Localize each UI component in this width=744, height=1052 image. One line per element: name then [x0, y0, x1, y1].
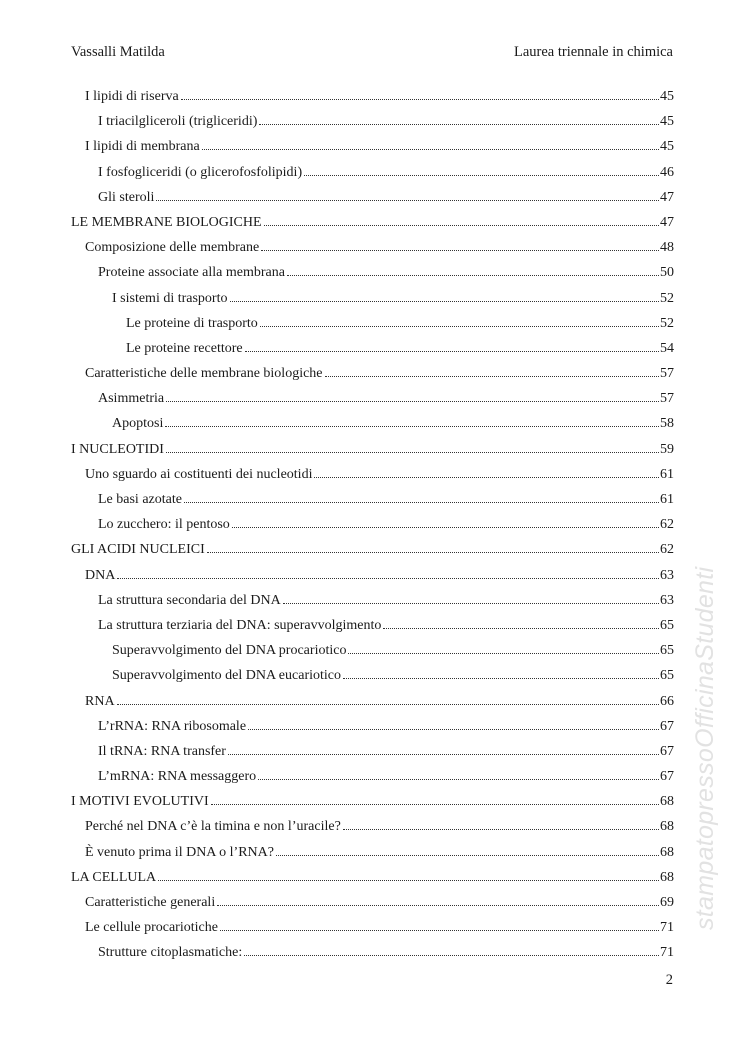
toc-entry-title: I fosfogliceridi (o glicerofosfolipidi): [98, 164, 303, 180]
dot-leader: [117, 692, 659, 705]
toc-entry-page: 54: [660, 340, 674, 356]
dot-leader: [232, 515, 659, 528]
toc-entry-page: 58: [660, 416, 674, 432]
dot-leader: [166, 389, 659, 402]
toc-entry[interactable]: [71, 792, 674, 817]
toc-entry[interactable]: [71, 339, 674, 364]
toc-entry[interactable]: [71, 213, 674, 238]
dot-leader: [181, 87, 659, 100]
toc-entry-page: 68: [660, 819, 674, 835]
toc-entry[interactable]: [71, 515, 674, 540]
toc-entry-page: 63: [660, 567, 674, 583]
toc-entry-title: GLI ACIDI NUCLEICI: [71, 542, 205, 558]
header-course: Laurea triennale in chimica: [513, 44, 673, 60]
toc-entry-page: 71: [660, 945, 674, 961]
dot-leader: [258, 767, 659, 780]
toc-entry[interactable]: [71, 188, 674, 213]
toc-entry-page: 50: [660, 265, 674, 281]
toc-entry[interactable]: [71, 918, 674, 943]
dot-leader: [383, 616, 659, 629]
toc-entry-page: 52: [660, 315, 674, 331]
dot-leader: [259, 112, 659, 125]
dot-leader: [207, 540, 659, 553]
toc-entry[interactable]: [71, 389, 674, 414]
dot-leader: [261, 238, 659, 251]
toc-entry-page: 65: [660, 617, 674, 633]
toc-entry-title: I MOTIVI EVOLUTIVI: [71, 794, 209, 810]
dot-leader: [343, 666, 659, 679]
page-number: 2: [665, 972, 673, 988]
toc-entry-page: 67: [660, 769, 674, 785]
toc-entry-title: I sistemi di trasporto: [112, 290, 228, 306]
toc-entry[interactable]: [71, 616, 674, 641]
toc-entry-title: Le basi azotate: [98, 492, 182, 507]
toc-entry[interactable]: [71, 364, 674, 389]
dot-leader: [245, 339, 659, 352]
toc-entry-title: Lo zucchero: il pentoso: [98, 517, 230, 533]
toc-entry-page: 57: [660, 366, 674, 382]
dot-leader: [348, 641, 659, 654]
toc-entry-title: La struttura terziaria del DNA: superavvolgimento: [98, 617, 382, 633]
toc-entry[interactable]: [71, 692, 674, 717]
dot-leader: [287, 263, 659, 276]
dot-leader: [304, 163, 659, 176]
toc-entry-page: 52: [660, 290, 674, 306]
dot-leader: [202, 137, 659, 150]
toc-entry-page: 67: [660, 743, 674, 759]
toc-entry[interactable]: [71, 943, 674, 968]
toc-entry-page: 68: [660, 844, 674, 860]
toc-entry-title: Caratteristiche generali: [85, 895, 216, 910]
toc-entry-page: 48: [660, 240, 674, 256]
toc-entry-title: I triacilgliceroli (trigliceridi): [98, 114, 258, 130]
toc-entry[interactable]: [71, 817, 674, 842]
toc-entry[interactable]: [71, 238, 674, 263]
dot-leader: [314, 465, 659, 478]
toc-entry[interactable]: [71, 263, 674, 288]
toc-entry-page: 47: [660, 189, 674, 205]
toc-entry-title: Gli steroli: [98, 189, 155, 205]
toc-entry-title: Le proteine recettore: [126, 340, 243, 356]
toc-entry[interactable]: [71, 566, 674, 591]
toc-entry-title: Strutture citoplasmatiche:: [98, 945, 243, 961]
toc-entry[interactable]: [71, 591, 674, 616]
table-of-contents: [71, 87, 674, 969]
toc-entry-page: 65: [660, 643, 674, 659]
toc-entry-page: 69: [660, 895, 674, 910]
toc-entry-page: 66: [660, 693, 674, 709]
toc-entry-page: 65: [660, 668, 674, 684]
toc-entry[interactable]: [71, 289, 674, 314]
toc-entry-title: Composizione delle membrane: [85, 240, 260, 256]
toc-entry[interactable]: [71, 314, 674, 339]
toc-entry-page: 61: [660, 492, 674, 507]
toc-entry-page: 59: [660, 441, 674, 457]
dot-leader: [217, 893, 659, 906]
toc-entry[interactable]: [71, 843, 674, 868]
toc-entry-title: Superavvolgimento del DNA procariotico: [112, 643, 347, 659]
toc-entry-page: 67: [660, 718, 674, 734]
toc-entry-page: 63: [660, 592, 674, 608]
dot-leader: [343, 817, 659, 830]
toc-entry[interactable]: [71, 414, 674, 439]
toc-entry-page: 57: [660, 391, 674, 407]
toc-entry-title: Uno sguardo ai costituenti dei nucleotidi: [85, 466, 313, 482]
toc-entry-page: 62: [660, 542, 674, 558]
dot-leader: [264, 213, 659, 226]
toc-entry[interactable]: [71, 742, 674, 767]
toc-entry[interactable]: [71, 641, 674, 666]
toc-entry-title: LE MEMBRANE BIOLOGICHE: [71, 214, 262, 230]
dot-leader: [117, 566, 659, 579]
toc-entry[interactable]: [71, 893, 674, 918]
toc-entry-title: Apoptosi: [112, 416, 164, 432]
toc-entry-title: Proteine associate alla membrana: [98, 265, 285, 281]
header-author: Vassalli Matilda: [71, 44, 165, 60]
toc-entry-page: 47: [660, 214, 674, 230]
toc-entry-title: DNA: [85, 567, 116, 583]
toc-entry-title: LA CELLULA: [71, 869, 157, 885]
toc-entry[interactable]: [71, 440, 674, 465]
toc-entry[interactable]: [71, 87, 674, 112]
toc-entry[interactable]: [71, 112, 674, 137]
dot-leader: [325, 364, 659, 377]
toc-entry-page: 62: [660, 517, 674, 533]
toc-entry-title: I NUCLEOTIDI: [71, 441, 164, 457]
toc-entry-title: Perché nel DNA c’è la timina e non l’uracile?: [85, 819, 341, 835]
dot-leader: [166, 440, 659, 453]
toc-entry[interactable]: [71, 137, 674, 162]
dot-leader: [276, 843, 659, 856]
dot-leader: [220, 918, 659, 931]
dot-leader: [156, 188, 659, 201]
toc-entry-page: 68: [660, 794, 674, 810]
toc-entry[interactable]: [71, 717, 674, 742]
toc-entry-title: I lipidi di riserva: [85, 89, 179, 104]
toc-entry-title: Le proteine di trasporto: [126, 315, 258, 331]
dot-leader: [244, 943, 659, 956]
toc-entry-title: RNA: [85, 693, 115, 709]
toc-entry-page: 45: [660, 89, 674, 104]
dot-leader: [228, 742, 659, 755]
dot-leader: [184, 490, 659, 503]
dot-leader: [211, 792, 659, 805]
toc-entry[interactable]: [71, 666, 674, 691]
toc-entry-title: L’mRNA: RNA messaggero: [98, 769, 257, 785]
dot-leader: [158, 868, 659, 881]
dot-leader: [165, 414, 659, 427]
toc-entry-title: Asimmetria: [98, 391, 165, 407]
toc-entry-page: 71: [660, 920, 674, 936]
toc-entry[interactable]: [71, 868, 674, 893]
toc-entry[interactable]: [71, 767, 674, 792]
toc-entry-title: Il tRNA: RNA transfer: [98, 743, 226, 759]
toc-entry-page: 45: [660, 114, 674, 130]
toc-entry-page: 68: [660, 869, 674, 885]
toc-entry-title: Le cellule procariotiche: [85, 920, 218, 936]
toc-entry[interactable]: [71, 490, 674, 515]
toc-entry-title: I lipidi di membrana: [85, 139, 200, 155]
toc-entry-page: 45: [660, 139, 674, 155]
toc-entry-title: La struttura secondaria del DNA: [98, 592, 281, 608]
toc-entry-page: 61: [660, 466, 674, 482]
dot-leader: [230, 289, 660, 302]
watermark: stampatopressoOfficinaStudenti: [691, 566, 719, 930]
dot-leader: [248, 717, 659, 730]
dot-leader: [283, 591, 659, 604]
toc-entry-title: L’rRNA: RNA ribosomale: [98, 718, 247, 734]
toc-entry-title: È venuto prima il DNA o l’RNA?: [85, 844, 274, 860]
toc-entry-title: Caratteristiche delle membrane biologiche: [85, 366, 323, 382]
toc-entry-title: Superavvolgimento del DNA eucariotico: [112, 668, 341, 684]
toc-entry[interactable]: [71, 540, 674, 565]
toc-entry-page: 46: [660, 164, 674, 180]
toc-entry[interactable]: [71, 465, 674, 490]
toc-entry[interactable]: [71, 163, 674, 188]
dot-leader: [260, 314, 659, 327]
